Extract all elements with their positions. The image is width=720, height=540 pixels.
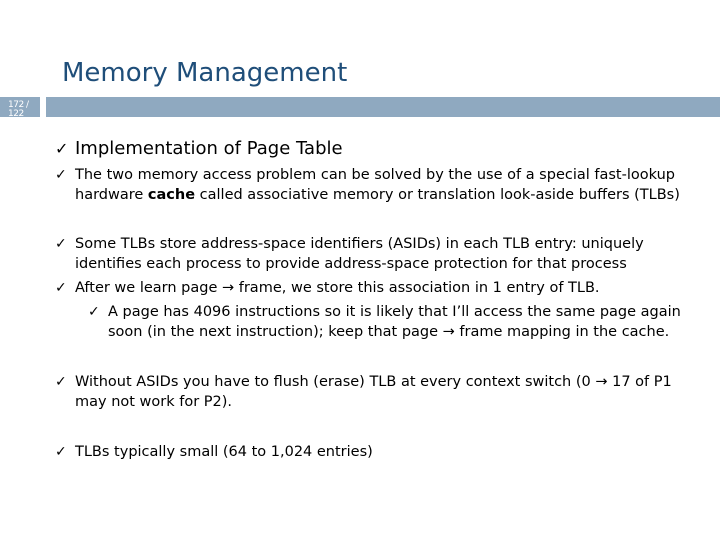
checkmark-icon: ✓ [55, 280, 67, 296]
checkmark-icon: ✓ [55, 139, 69, 158]
bullet-line: Some TLBs store address-space identifiers (ASIDs) in each TLB entry: uniquely [75, 236, 644, 252]
bullet-implementation [55, 138, 343, 160]
checkmark-icon: ✓ [55, 167, 67, 183]
bold-term: cache [147, 187, 196, 203]
text-span: hardware [75, 187, 148, 203]
bullet-text [75, 372, 672, 412]
bullet-line: may not work for P2). [75, 394, 233, 410]
bullet-line: A page has 4096 instructions so it is likely that I’ll access the same page again [108, 304, 681, 320]
bullet-line: The two memory access problem can be solved by the use of a special fast-lookup [75, 167, 675, 183]
bullet-line: Without ASIDs you have to flush (erase) TLB at every context switch (0 → 17 of P1 [75, 374, 672, 390]
bullet-text [75, 165, 680, 205]
bullet-line [75, 185, 680, 205]
header-bar [0, 97, 720, 117]
bullet-text [108, 302, 681, 342]
slide-title: Memory Management [62, 58, 348, 88]
checkmark-icon: ✓ [55, 444, 67, 460]
header-bar-left [0, 97, 40, 117]
bullet-text: Implementation of Page Table [75, 138, 343, 159]
header-bar-right [46, 97, 720, 117]
bullet-without-asids [55, 372, 672, 412]
bullet-line: soon (in the next instruction); keep that page → frame mapping in the cache. [108, 324, 670, 340]
bullet-text: TLBs typically small (64 to 1,024 entries) [75, 444, 373, 460]
text-span: called associative memory or translation look-aside buffers (TLBs) [195, 187, 680, 203]
bullet-line: identifies each process to provide address-space protection for that process [75, 256, 627, 272]
checkmark-icon: ✓ [88, 304, 100, 320]
bullet-text: After we learn page → frame, we store this association in 1 entry of TLB. [75, 280, 600, 296]
checkmark-icon: ✓ [55, 236, 67, 252]
bullet-text [75, 234, 644, 274]
bullet-two-memory-access [55, 165, 680, 205]
bullet-tlb-size [55, 442, 373, 462]
bullet-page-frame [55, 278, 600, 298]
bullet-asids [55, 234, 644, 274]
sub-bullet-page-size [88, 302, 681, 342]
checkmark-icon: ✓ [55, 374, 67, 390]
slide-number: 172 / 122 [8, 100, 29, 119]
